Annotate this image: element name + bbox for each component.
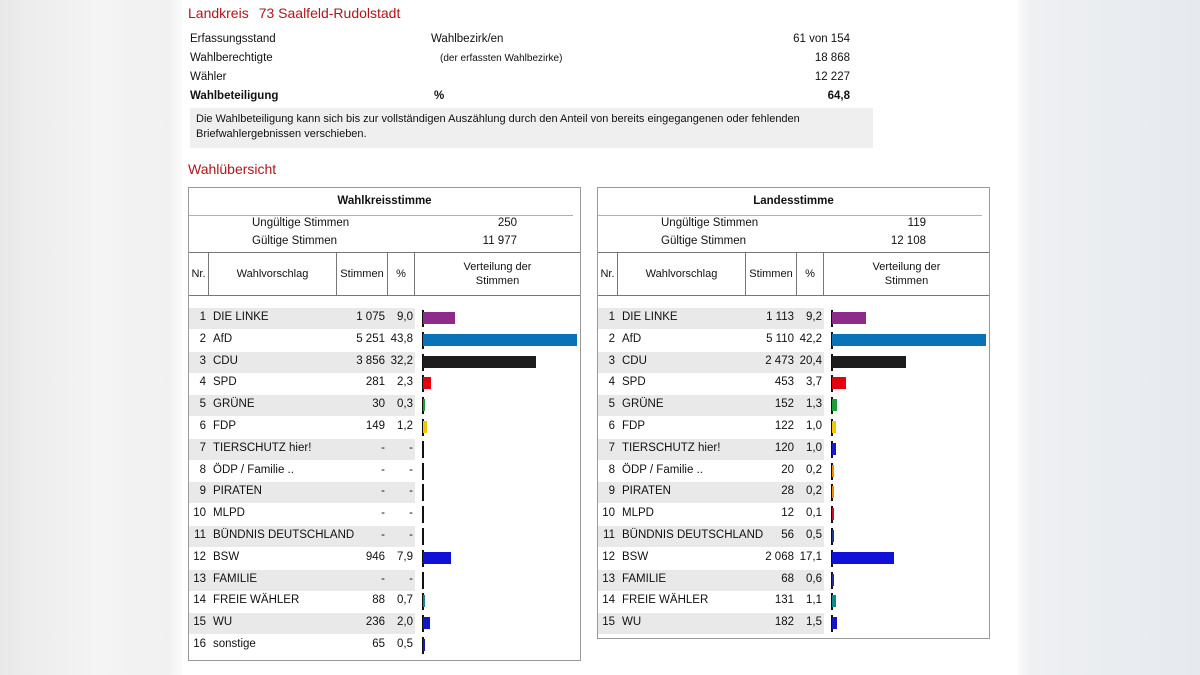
row-percent: 0,2 [806,485,822,498]
info-label: Wahlbeteiligung [190,90,279,102]
row-party: GRÜNE [213,398,255,411]
row-votes: 122 [774,420,794,432]
row-nr: 10 [193,507,206,520]
table-header [598,252,989,296]
valid-votes-value: 11 977 [482,235,517,247]
row-party: CDU [213,354,238,367]
valid-votes-value: 12 108 [890,235,926,247]
table-row [189,482,580,503]
row-nr: 11 [194,529,206,541]
row-votes: - [381,572,385,585]
row-party: FAMILIE [622,572,667,585]
header-wahlvorschlag: Wahlvorschlag [618,253,746,295]
row-percent: 0,5 [806,529,822,541]
row-percent: - [409,441,413,454]
row-party: CDU [622,354,647,367]
row-percent: - [409,529,413,541]
row-votes: - [381,485,385,498]
info-extra: Wahlbezirk/en [431,33,504,45]
header-verteilung: Verteilung der Stimmen [872,261,941,287]
table-row [598,373,989,394]
bar-mlpd [832,508,834,520]
table-row [189,570,580,591]
header-stimmen: Stimmen [337,253,388,295]
row-votes: 2 068 [765,550,794,563]
row-percent: 0,5 [397,638,413,650]
bar-fdp [423,421,427,433]
row-percent: 0,6 [806,572,822,585]
invalid-votes-value: 119 [907,217,926,229]
info-label: Erfassungsstand [190,33,276,45]
row-party: BSW [622,550,649,563]
bar-familie [832,574,834,586]
row-votes: 56 [781,529,794,541]
table-row [598,308,989,329]
info-row [190,90,850,106]
panel-wahlkreisstimme [188,187,581,661]
row-votes: - [381,441,385,454]
bar-freie-wähler [832,595,836,607]
row-party: FDP [622,420,645,432]
row-nr: 6 [199,420,206,432]
header-nr: Nr. [189,253,209,295]
table-row [598,504,989,525]
row-party: MLPD [622,507,654,520]
row-party: WU [622,616,642,629]
panel-title: Wahlkreisstimme [337,195,432,207]
row-votes: 20 [781,463,794,476]
bar-sonstige [423,639,425,651]
row-nr: 6 [608,420,615,432]
row-nr: 9 [199,485,206,498]
row-party: PIRATEN [622,485,671,498]
table-row [189,591,580,612]
table-row [598,570,989,591]
info-extra: (der erfassten Wahlbezirke) [440,53,563,64]
row-votes: 5 251 [356,332,385,345]
row-percent: - [409,572,413,585]
row-party: ÖDP / Familie .. [622,463,703,476]
row-votes: 236 [365,616,385,629]
table-row [598,482,989,503]
bar-die-linke [832,312,866,324]
table-row [189,373,580,394]
info-row [190,33,850,49]
valid-votes-label: Gültige Stimmen [252,235,338,247]
row-party: sonstige [213,638,256,650]
bar-afd [832,334,986,346]
row-percent: 3,7 [806,376,822,389]
row-votes: - [381,529,385,541]
bar-cdu [832,356,906,368]
row-party: AfD [213,332,233,345]
bar-spd [423,377,431,389]
bar-baseline [422,506,424,523]
row-party: FREIE WÄHLER [622,594,709,607]
row-party: TIERSCHUTZ hier! [213,441,312,454]
row-nr: 5 [199,398,206,411]
row-votes: 120 [774,441,794,454]
district-name: 73 Saalfeld-Rudolstadt [258,5,401,21]
row-percent: 1,0 [806,441,822,454]
info-extra: % [434,90,445,102]
bar-bsw [832,552,894,564]
row-nr: 5 [608,398,615,411]
row-percent: 17,1 [799,550,822,563]
row-votes: - [381,507,385,520]
table-row [189,439,580,460]
row-votes: 182 [774,616,794,629]
row-nr: 4 [608,376,615,389]
panel-landesstimme [597,187,990,639]
table-row [189,308,580,329]
row-nr: 7 [199,441,206,454]
bar-baseline [422,528,424,545]
table-row [598,461,989,482]
bar-fdp [832,421,836,433]
row-votes: 12 [781,507,794,520]
row-party: DIE LINKE [213,311,269,323]
bar-ödp-familie- [832,465,834,477]
invalid-votes-value: 250 [497,217,517,229]
table-row [189,613,580,634]
row-votes: 453 [774,376,794,389]
page-header [188,5,400,21]
row-nr: 11 [603,529,615,541]
bar-wu [832,617,837,629]
table-row [598,591,989,612]
table-row [598,352,989,373]
row-votes: 131 [774,594,794,607]
bar-baseline [422,484,424,501]
results-page [182,0,1018,675]
row-percent: 1,5 [806,616,822,629]
row-percent: 20,4 [799,354,822,367]
bar-freie-wähler [423,595,425,607]
row-party: FREIE WÄHLER [213,594,300,607]
row-party: BSW [213,550,240,563]
bar-grüne [423,399,425,411]
row-party: BÜNDNIS DEUTSCHLAND [622,529,764,541]
row-votes: 946 [365,550,385,563]
section-title: Wahlübersicht [188,161,277,177]
table-row [189,548,580,569]
row-party: SPD [622,376,646,389]
row-nr: 1 [199,311,206,323]
row-nr: 14 [193,594,206,607]
info-value: 64,8 [827,90,850,102]
row-votes: 3 856 [356,354,385,367]
row-party: ÖDP / Familie .. [213,463,294,476]
row-percent: 0,2 [806,463,822,476]
row-party: WU [213,616,233,629]
bar-piraten [832,486,834,498]
row-votes: 28 [781,485,794,498]
bar-baseline [422,572,424,589]
table-row [598,613,989,634]
info-row [190,71,850,87]
row-party: AfD [622,332,642,345]
row-nr: 1 [608,311,615,323]
title-separator [189,215,573,216]
header-nr: Nr. [598,253,618,295]
row-percent: 0,3 [397,398,413,411]
bar-cdu [423,356,536,368]
info-label: Wähler [190,71,227,83]
row-percent: 9,2 [806,311,822,323]
header-label: Landkreis [188,5,249,21]
row-votes: 88 [372,594,385,607]
row-votes: 65 [372,638,385,650]
row-nr: 14 [602,594,615,607]
row-nr: 2 [199,332,206,345]
bar-spd [832,377,846,389]
row-nr: 15 [602,616,615,629]
row-nr: 2 [608,332,615,345]
bar-bündnis-deutschland [832,530,834,542]
bar-wu [423,617,430,629]
table-row [189,417,580,438]
row-votes: - [381,463,385,476]
table-row [189,504,580,525]
row-percent: - [409,507,413,520]
row-nr: 7 [608,441,615,454]
row-party: BÜNDNIS DEUTSCHLAND [213,529,355,541]
row-party: SPD [213,376,237,389]
row-votes: 5 110 [766,332,794,345]
header-wahlvorschlag: Wahlvorschlag [209,253,337,295]
table-row [189,526,580,547]
row-percent: 43,8 [390,332,413,345]
bar-baseline [422,441,424,458]
row-votes: 149 [365,420,385,432]
row-percent: 2,3 [397,376,413,389]
row-percent: 0,7 [397,594,413,607]
header-pct: % [388,253,415,295]
turnout-note: Die Wahlbeteiligung kann sich bis zur vollständigen Auszählung durch den Anteil von bereits eingegangenen oder fehlenden Briefwahlergebnissen verschieben. [190,108,873,148]
row-percent: 32,2 [390,354,413,367]
header-stimmen: Stimmen [746,253,797,295]
row-votes: 2 473 [765,354,794,367]
row-nr: 8 [608,463,615,476]
table-row [598,330,989,351]
row-percent: 42,2 [799,332,822,345]
valid-votes-label: Gültige Stimmen [661,235,747,247]
bar-baseline [422,463,424,480]
table-row [598,395,989,416]
bar-tierschutz-hier- [832,443,836,455]
row-nr: 4 [199,376,206,389]
header-verteilung: Verteilung der Stimmen [463,261,532,287]
row-votes: 1 113 [766,311,794,323]
row-votes: 30 [372,398,385,411]
row-percent: 2,0 [397,616,413,629]
table-row [598,439,989,460]
info-value: 12 227 [814,71,850,83]
bar-grüne [832,399,837,411]
header-pct: % [797,253,824,295]
panel-title: Landesstimme [753,195,834,207]
info-row [190,52,850,68]
row-nr: 12 [193,550,206,563]
bar-afd [423,334,577,346]
row-nr: 12 [602,550,615,563]
info-value: 18 868 [814,52,850,64]
bar-die-linke [423,312,455,324]
table-row [598,526,989,547]
row-nr: 16 [193,638,206,650]
table-header [189,252,580,296]
title-separator [598,215,982,216]
row-percent: 1,3 [806,398,822,411]
table-row [189,330,580,351]
row-party: MLPD [213,507,245,520]
row-votes: 152 [774,398,794,411]
row-percent: 1,1 [806,594,822,607]
row-party: FAMILIE [213,572,258,585]
row-percent: 1,2 [397,420,413,432]
row-party: FDP [213,420,236,432]
row-percent: - [409,463,413,476]
table-row [189,395,580,416]
info-label: Wahlberechtigte [190,52,273,64]
table-row [189,461,580,482]
row-nr: 15 [193,616,206,629]
table-row [598,417,989,438]
row-party: GRÜNE [622,398,664,411]
row-percent: 1,0 [806,420,822,432]
row-nr: 10 [602,507,615,520]
row-party: DIE LINKE [622,311,678,323]
row-party: TIERSCHUTZ hier! [622,441,721,454]
row-nr: 13 [193,572,206,585]
row-percent: - [409,485,413,498]
invalid-votes-label: Ungültige Stimmen [661,217,759,229]
bar-bsw [423,552,451,564]
table-row [189,635,580,656]
info-value: 61 von 154 [793,33,850,45]
row-party: PIRATEN [213,485,262,498]
row-votes: 68 [781,572,794,585]
row-nr: 3 [608,354,615,367]
table-row [189,352,580,373]
row-nr: 13 [602,572,615,585]
row-percent: 7,9 [397,550,413,563]
row-nr: 9 [608,485,615,498]
row-percent: 0,1 [806,507,822,520]
row-percent: 9,0 [397,311,413,323]
row-votes: 1 075 [356,311,385,323]
row-nr: 3 [199,354,206,367]
table-row [598,548,989,569]
row-nr: 8 [199,463,206,476]
row-votes: 281 [365,376,385,389]
invalid-votes-label: Ungültige Stimmen [252,217,350,229]
